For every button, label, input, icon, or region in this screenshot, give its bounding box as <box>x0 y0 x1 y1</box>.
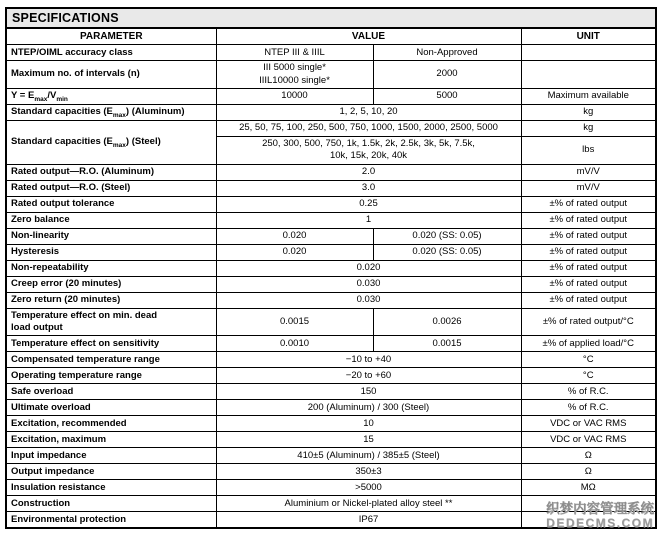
unit-cell: ±% of applied load/°C <box>521 336 656 352</box>
unit-cell: lbs <box>521 136 656 164</box>
value-cell: 0.0026 <box>373 308 521 336</box>
table-row <box>6 368 656 384</box>
param-cell: Insulation resistance <box>6 480 216 496</box>
value-cell: 0.0010 <box>216 336 373 352</box>
unit-cell <box>521 512 656 529</box>
value-cell: III 5000 single* IIIL10000 single* <box>216 61 373 89</box>
specifications-table <box>5 7 657 529</box>
value-cell: 2.0 <box>216 164 521 180</box>
table-title-row <box>6 8 656 28</box>
watermark-chinese-text: 织梦内容管理系统 <box>546 501 654 516</box>
param-cell: Non-linearity <box>6 228 216 244</box>
param-cell: Non-repeatability <box>6 260 216 276</box>
unit-cell: ±% of rated output <box>521 212 656 228</box>
table-row <box>6 120 656 136</box>
table-row <box>6 416 656 432</box>
param-cell: Excitation, recommended <box>6 416 216 432</box>
unit-cell: MΩ <box>521 480 656 496</box>
param-cell: Temperature effect on sensitivity <box>6 336 216 352</box>
value-cell: 0.020 (SS: 0.05) <box>373 228 521 244</box>
table-row <box>6 228 656 244</box>
unit-cell: Ω <box>521 448 656 464</box>
value-cell: 200 (Aluminum) / 300 (Steel) <box>216 400 521 416</box>
table-row <box>6 400 656 416</box>
value-cell: 0.020 <box>216 260 521 276</box>
unit-cell: mV/V <box>521 164 656 180</box>
param-cell: Maximum no. of intervals (n) <box>6 61 216 89</box>
table-row <box>6 180 656 196</box>
unit-cell: ±% of rated output <box>521 196 656 212</box>
value-cell: 0.0015 <box>216 308 373 336</box>
column-header-unit: UNIT <box>521 28 656 45</box>
value-cell: 3.0 <box>216 180 521 196</box>
unit-cell: ±% of rated output <box>521 260 656 276</box>
unit-cell: % of R.C. <box>521 384 656 400</box>
param-cell: Standard capacities $(E_{max})$ (Aluminum) <box>6 104 216 120</box>
value-cell: 2000 <box>373 61 521 89</box>
param-cell: Excitation, maximum <box>6 432 216 448</box>
value-cell: −20 to +60 <box>216 368 521 384</box>
param-cell: Input impedance <box>6 448 216 464</box>
table-row <box>6 276 656 292</box>
value-cell: >5000 <box>216 480 521 496</box>
param-cell: Environmental protection <box>6 512 216 529</box>
unit-cell: ±% of rated output/°C <box>521 308 656 336</box>
param-cell: Operating temperature range <box>6 368 216 384</box>
table-row <box>6 432 656 448</box>
value-cell: 0.020 <box>216 244 373 260</box>
param-cell: Safe overload <box>6 384 216 400</box>
value-cell: 10000 <box>216 88 373 104</box>
unit-cell: ±% of rated output <box>521 292 656 308</box>
unit-cell <box>521 496 656 512</box>
table-row <box>6 352 656 368</box>
table-row <box>6 196 656 212</box>
value-cell: 0.25 <box>216 196 521 212</box>
table-row <box>6 464 656 480</box>
unit-cell: °C <box>521 352 656 368</box>
value-cell: 1, 2, 5, 10, 20 <box>216 104 521 120</box>
unit-cell: mV/V <box>521 180 656 196</box>
param-cell: $Y = E_{max}/V_{min}$ <box>6 88 216 104</box>
column-header-value: VALUE <box>216 28 521 45</box>
param-cell: Zero balance <box>6 212 216 228</box>
value-cell: 0.020 <box>216 228 373 244</box>
unit-cell: ±% of rated output <box>521 228 656 244</box>
value-cell: 15 <box>216 432 521 448</box>
value-cell: 25, 50, 75, 100, 250, 500, 750, 1000, 1500, 2000, 2500, 5000 <box>216 120 521 136</box>
param-cell: Output impedance <box>6 464 216 480</box>
param-cell: Rated output—R.O. (Aluminum) <box>6 164 216 180</box>
table-row <box>6 512 656 529</box>
value-cell: 410±5 (Aluminum) / 385±5 (Steel) <box>216 448 521 464</box>
param-cell: Ultimate overload <box>6 400 216 416</box>
value-cell: NTEP III & IIIL <box>216 45 373 61</box>
value-cell: 5000 <box>373 88 521 104</box>
param-cell: Construction <box>6 496 216 512</box>
value-cell: 150 <box>216 384 521 400</box>
watermark-dedecms-text: DEDECMS.COM <box>546 516 654 530</box>
value-cell: 0.0015 <box>373 336 521 352</box>
unit-cell: °C <box>521 368 656 384</box>
page-title: SPECIFICATIONS <box>6 8 656 28</box>
unit-cell <box>521 45 656 61</box>
table-row <box>6 336 656 352</box>
table-row <box>6 104 656 120</box>
table-row <box>6 384 656 400</box>
column-header-parameter: PARAMETER <box>6 28 216 45</box>
table-row <box>6 88 656 104</box>
value-cell: 10 <box>216 416 521 432</box>
unit-cell: VDC or VAC RMS <box>521 416 656 432</box>
table-row <box>6 292 656 308</box>
unit-cell: % of R.C. <box>521 400 656 416</box>
param-cell: Rated output tolerance <box>6 196 216 212</box>
value-cell: Aluminium or Nickel-plated alloy steel ** <box>216 496 521 512</box>
unit-cell <box>521 61 656 89</box>
table-row <box>6 448 656 464</box>
value-cell: Non-Approved <box>373 45 521 61</box>
table-row <box>6 244 656 260</box>
table-row <box>6 260 656 276</box>
value-cell: 0.030 <box>216 292 521 308</box>
value-cell: 0.020 (SS: 0.05) <box>373 244 521 260</box>
param-cell: Rated output—R.O. (Steel) <box>6 180 216 196</box>
param-cell: NTEP/OIML accuracy class <box>6 45 216 61</box>
value-cell: −10 to +40 <box>216 352 521 368</box>
table-row <box>6 308 656 336</box>
table-row <box>6 496 656 512</box>
value-cell: 350±3 <box>216 464 521 480</box>
unit-cell: Ω <box>521 464 656 480</box>
table-row <box>6 61 656 89</box>
value-cell: 1 <box>216 212 521 228</box>
table-row <box>6 212 656 228</box>
unit-cell: kg <box>521 104 656 120</box>
param-cell: Temperature effect on min. dead load output <box>6 308 216 336</box>
value-cell: 250, 300, 500, 750, 1k, 1.5k, 2k, 2.5k, 3k, 5k, 7.5k, 10k, 15k, 20k, 40k <box>216 136 521 164</box>
param-cell: Creep error (20 minutes) <box>6 276 216 292</box>
value-cell: IP67 <box>216 512 521 529</box>
unit-cell: kg <box>521 120 656 136</box>
unit-cell: VDC or VAC RMS <box>521 432 656 448</box>
param-cell: Standard capacities $(E_{max})$ (Steel) <box>6 120 216 164</box>
table-row <box>6 45 656 61</box>
unit-cell: ±% of rated output <box>521 244 656 260</box>
param-cell: Hysteresis <box>6 244 216 260</box>
table-row <box>6 480 656 496</box>
unit-cell: ±% of rated output <box>521 276 656 292</box>
table-row <box>6 164 656 180</box>
table-header-row <box>6 28 656 45</box>
param-cell: Zero return (20 minutes) <box>6 292 216 308</box>
param-cell: Compensated temperature range <box>6 352 216 368</box>
value-cell: 0.030 <box>216 276 521 292</box>
unit-cell: Maximum available <box>521 88 656 104</box>
